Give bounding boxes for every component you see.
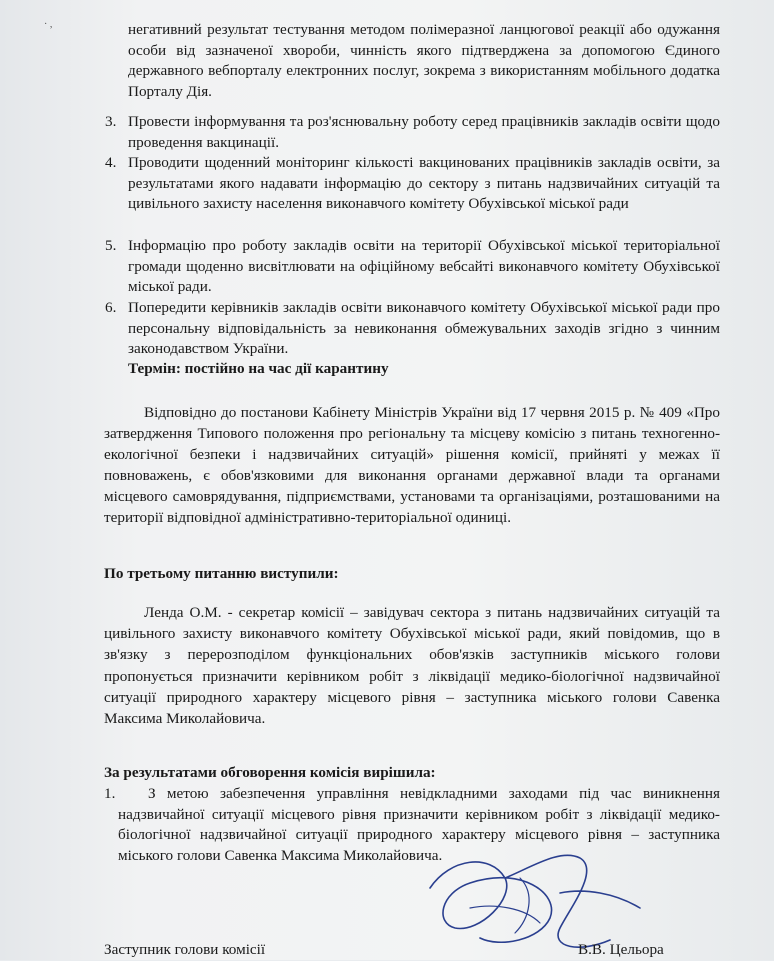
scan-edge-mark: · , (44, 19, 53, 30)
list-item: Провести інформування та роз'яснювальну роботу серед працівників закладів освіти щодо проведення вакцинації. (128, 113, 720, 151)
decision-item-number: 1. (104, 785, 116, 802)
signature-role: Заступник голови комісії (104, 941, 266, 958)
list-item: Проводити щоденний моніторинг кількості вакцинованих працівників закладів освіти, за результатами якого надавати інформацію до сектору з питань надзвичайних ситуацій та цивільного захисту населення виконавчого комітету Обухівської міської ради (128, 154, 720, 213)
legal-paragraph: Відповідно до постанови Кабінету Міністрів України від 17 червня 2015 р. № 409 «Про затвердження Типового положення про регіональну та місцеву комісію з питань техногенно-екологічної безпеки і надзвичайних ситуацій» рішення комісії, прийняті у межах її повноважень, є обов'язковими для виконання органами державної влади та органами місцевого самоврядування, підприємствами, установами та організаціями, розташованими на території відповідної адміністративно-територіальної одиниці. (104, 404, 720, 526)
third-question-heading: По третьому питанню виступили: (104, 565, 339, 582)
continuation-paragraph: негативний результат тестування методом полімеразної ланцюгової реакції або одужання особи від зазначеної хвороби, чинність якого підтверджена за допомогою Єдиного державного вебпорталу електронних послуг, зокрема з використанням мобільного додатка Порталу Дія. (128, 21, 720, 100)
decision-heading: За результатами обговорення комісія вирішила: (104, 764, 436, 781)
decision-item: З метою забезпечення управління невідкладними заходами під час виникнення надзвичайної ситуації місцевого рівня призначити керівником робіт з ліквідації медико-біологічної надзвичайної ситуації природного характеру місцевого рівня – заступника міського голови Савенка Максима Миколайовича. (118, 785, 720, 864)
term-line: Термін: постійно на час дії карантину (128, 360, 389, 377)
speaker-paragraph: Ленда О.М. - секретар комісії – завідувач сектора з питань надзвичайних ситуацій та цивільного захисту виконавчого комітету Обухівської міської ради, який повідомив, що в зв'язку з перерозподілом функціональних обов'язків заступників міського голови пропонується призначити керівником робіт з ліквідації медико-біологічної надзвичайної ситуації природного характеру місцевого рівня – заступника міського голови Савенка Максима Миколайовича. (104, 604, 720, 728)
list-item: Інформацію про роботу закладів освіти на території Обухівської міської територіальної громади щоденно висвітлювати на офіційному вебсайті виконавчого комітету Обухівської міської ради. (128, 237, 720, 296)
signature-name: В.В. Цельора (578, 941, 664, 958)
item-number: 5. (105, 237, 117, 254)
list-item: Попередити керівників закладів освіти виконавчого комітету Обухівської міської ради про персональну відповідальність за невиконання обмежувальних заходів згідно з чинним законодавством України. (128, 299, 720, 358)
item-number: 4. (105, 154, 117, 171)
item-number: 3. (105, 113, 117, 130)
item-number: 6. (105, 299, 117, 316)
